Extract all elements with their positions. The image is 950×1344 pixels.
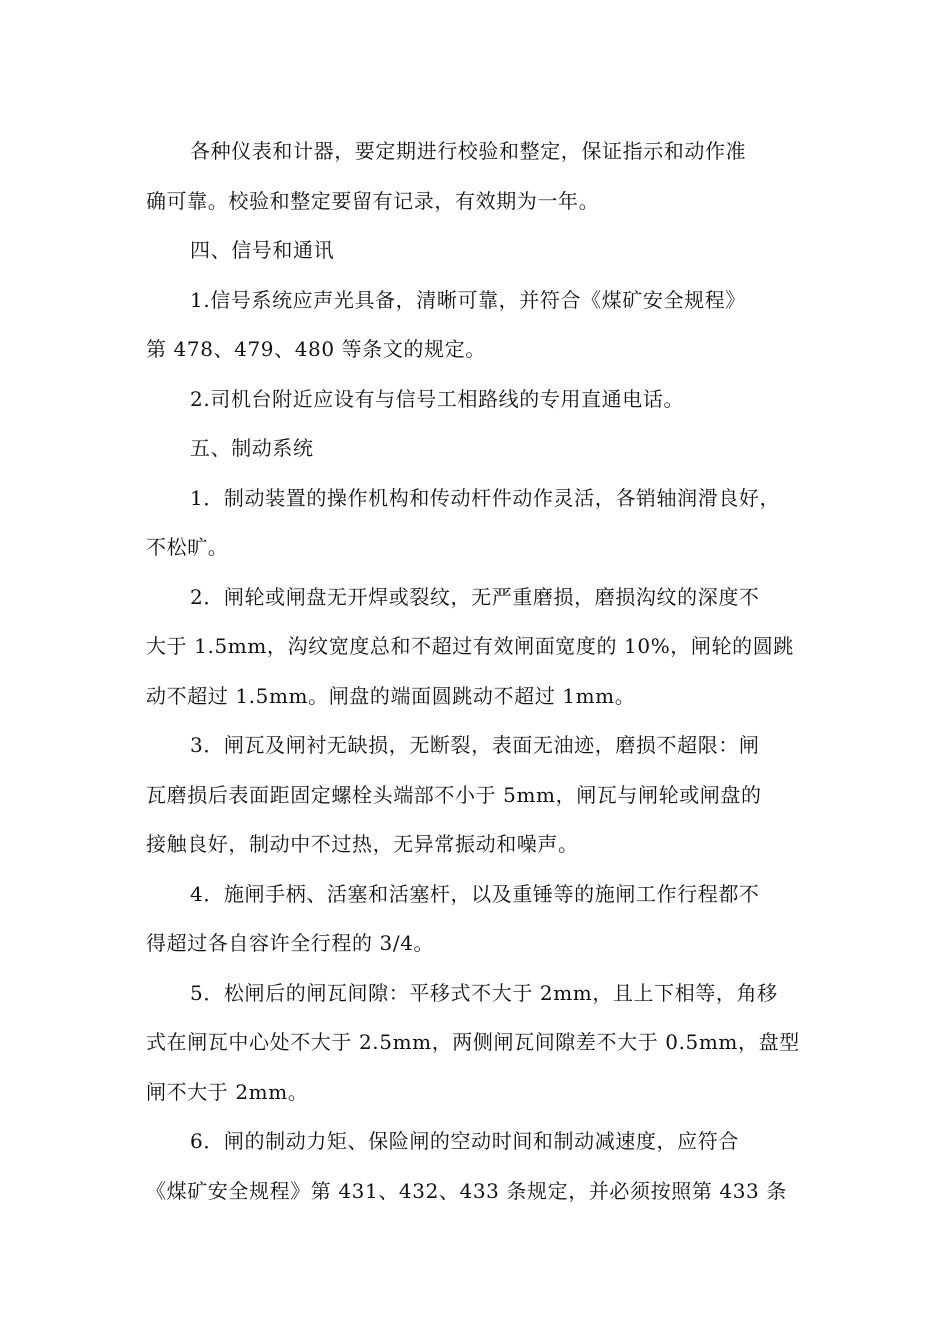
text-line: 瓦磨损后表面距固定螺栓头端部不小于 5mm，闸瓦与闸轮或闸盘的 <box>146 782 762 807</box>
text-line: 接触良好，制动中不过热，无异常振动和噪声。 <box>146 832 579 856</box>
paragraph-signal-1 <box>146 276 808 375</box>
text-line: 得超过各自容许全行程的 3/4。 <box>146 931 435 955</box>
text-line: 四、信号和通讯 <box>190 238 335 262</box>
section-heading-signal <box>146 226 808 276</box>
paragraph-signal-2 <box>146 375 808 425</box>
text-line: 《煤矿安全规程》第 431、432、433 条规定，并必须按照第 433 条 <box>146 1178 787 1203</box>
text-line: 式在闸瓦中心处不大于 2.5mm，两侧闸瓦间隙差不大于 0.5mm，盘型 <box>146 1030 800 1054</box>
text-line: 各种仪表和计器，要定期进行校验和整定，保证指示和动作准 <box>190 139 747 163</box>
paragraph-brake-6 <box>146 1117 808 1216</box>
text-line: 3．闸瓦及闸衬无缺损，无断裂，表面无油迹，磨损不超限：闸 <box>190 733 760 757</box>
paragraph-gauges <box>146 127 808 226</box>
text-line: 4．施闸手柄、活塞和活塞杆，以及重锤等的施闸工作行程都不 <box>190 881 760 906</box>
paragraph-brake-2 <box>146 573 808 722</box>
text-line: 2．闸轮或闸盘无开焊或裂纹，无严重磨损，磨损沟纹的深度不 <box>190 584 760 609</box>
text-line: 不松旷。 <box>146 535 229 559</box>
text-line: 2.司机台附近应设有与信号工相路线的专用直通电话。 <box>190 386 685 411</box>
text-line: 第 478、479、480 等条文的规定。 <box>146 337 486 361</box>
paragraph-brake-5 <box>146 969 808 1118</box>
text-line: 确可靠。校验和整定要留有记录，有效期为一年。 <box>146 188 600 213</box>
text-line: 6．闸的制动力矩、保险闸的空动时间和制动减速度，应符合 <box>190 1129 739 1153</box>
text-line: 闸不大于 2mm。 <box>146 1079 309 1104</box>
text-line: 大于 1.5mm，沟纹宽度总和不超过有效闸面宽度的 10%，闸轮的圆跳 <box>146 634 794 658</box>
text-line: 动不超过 1.5mm。闸盘的端面圆跳动不超过 1mm。 <box>146 683 636 708</box>
paragraph-brake-3 <box>146 721 808 870</box>
section-heading-brake <box>146 424 808 474</box>
text-line: 5．松闸后的闸瓦间隙：平移式不大于 2mm，且上下相等，角移 <box>190 980 778 1005</box>
paragraph-brake-1 <box>146 474 808 573</box>
paragraph-brake-4 <box>146 870 808 969</box>
text-line: 五、制动系统 <box>190 436 314 460</box>
text-line: 1．制动装置的操作机构和传动杆件动作灵活，各销轴润滑良好， <box>190 485 781 510</box>
document-body <box>146 127 808 1216</box>
text-line: 1.信号系统应声光具备，清晰可靠，并符合《煤矿安全规程》 <box>190 287 746 312</box>
